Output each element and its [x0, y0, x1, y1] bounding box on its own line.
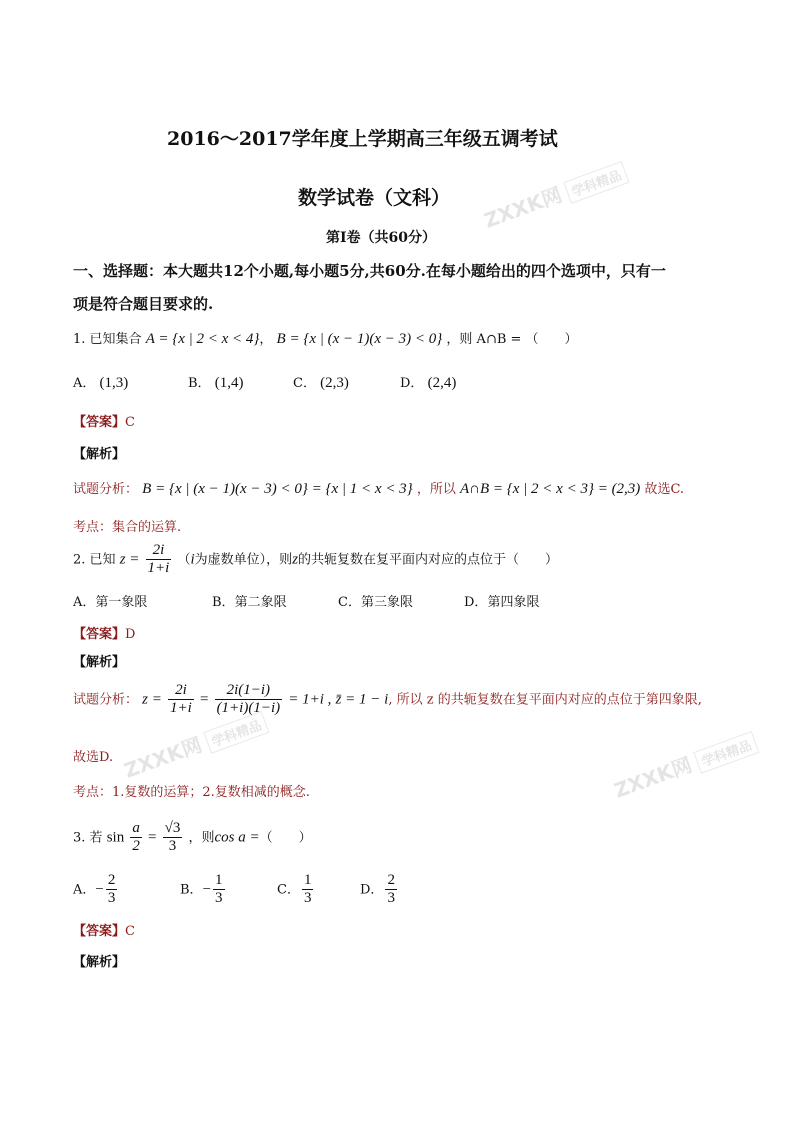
question-2-analysis: 试题分析： z = $\frac{2i}{1+i}$ = $\frac{2i(1-i)}{(1+i)(1-i)}$ = 1+i , z̄ = 1 − i, 所以 z 的共轭复数在复平面内对应的点位于第四象限, — [73, 682, 702, 717]
question-1-option-d: D． (2,4) — [400, 375, 457, 391]
question-1-option-a: A． (1,3) — [73, 375, 129, 391]
question-3-option-d: D． $\frac{2}{3}$ — [360, 872, 395, 907]
section-heading: 第Ⅰ卷（共60分） — [326, 230, 437, 246]
analysis-math-1: B = {x | (x − 1)(x − 3) < 0} = {x | 1 < x < 3} — [142, 481, 413, 497]
analysis-label: 【解析】 — [73, 447, 126, 462]
question-1 — [73, 328, 578, 348]
question-3-option-b: B．− $\frac{1}{3}$ — [180, 872, 223, 907]
watermark-logo: ZXXK网 学科精品 — [480, 155, 630, 233]
question-3-option-a: A．− $\frac{2}{3}$ — [73, 872, 116, 907]
instructions-line-1: 一、选择题：本大题共12个小题,每小题5分,共60分.在每小题给出的四个选项中，只有一 — [73, 262, 666, 280]
analysis-label: 【解析】 — [73, 955, 126, 970]
question-2-option-d: D．第四象限 — [464, 595, 540, 610]
question-1-option-b: B． (1,4) — [188, 375, 244, 391]
analysis-label: 【解析】 — [73, 655, 126, 670]
question-3-option-c: C． $\frac{1}{3}$ — [277, 872, 312, 907]
instructions-line-2: 项是符合题目要求的. — [73, 295, 214, 313]
question-1-point: 考点：集合的运算. — [73, 520, 182, 535]
question-1-tail: ，则 A∩B = （ ） — [446, 332, 578, 347]
question-2-analysis-line-2: 故选D. — [73, 750, 114, 765]
set-b: B = {x | (x − 1)(x − 3) < 0} — [276, 331, 443, 347]
watermark-logo: ZXXK网 学科精品 — [120, 705, 270, 783]
answer-label: 【答案】C — [73, 415, 135, 430]
question-2: 2. 已知 z = $\frac{2i}{1+i}$ （i为虚数单位），则z的共轭复数在复平面内对应的点位于（ ） — [73, 542, 559, 577]
question-2-option-c: C．第三象限 — [338, 595, 413, 610]
question-2-option-b: B．第二象限 — [212, 595, 287, 610]
answer-label: 【答案】D — [73, 627, 136, 642]
question-1-option-c: C． (2,3) — [293, 375, 349, 391]
question-2-option-a: A．第一象限 — [73, 595, 148, 610]
set-a: A = {x | 2 < x < 4} — [145, 331, 260, 347]
question-1-prefix: 1. 已知集合 — [73, 332, 142, 347]
analysis-math-2: A∩B = {x | 2 < x < 3} = (2,3) — [459, 481, 641, 497]
question-3: 3. 若 sin $\frac{a}{2}$ = $\frac{√3}{3}$ ，则cos a =（ ） — [73, 820, 312, 855]
answer-label: 【答案】C — [73, 924, 135, 939]
page-title: 2016～2017学年度上学期高三年级五调考试 — [167, 128, 558, 150]
separator: ， — [259, 332, 273, 347]
page-subtitle: 数学试卷（文科） — [298, 187, 451, 209]
question-1-analysis: 试题分析： B = {x | (x − 1)(x − 3) < 0} = {x | 1 < x < 3} ，所以 A∩B = {x | 2 < x < 3} = (2,3) 故选C. — [73, 481, 685, 497]
question-2-point: 考点：1.复数的运算；2.复数相减的概念. — [73, 785, 310, 800]
watermark-logo: ZXXK网 学科精品 — [610, 725, 760, 803]
